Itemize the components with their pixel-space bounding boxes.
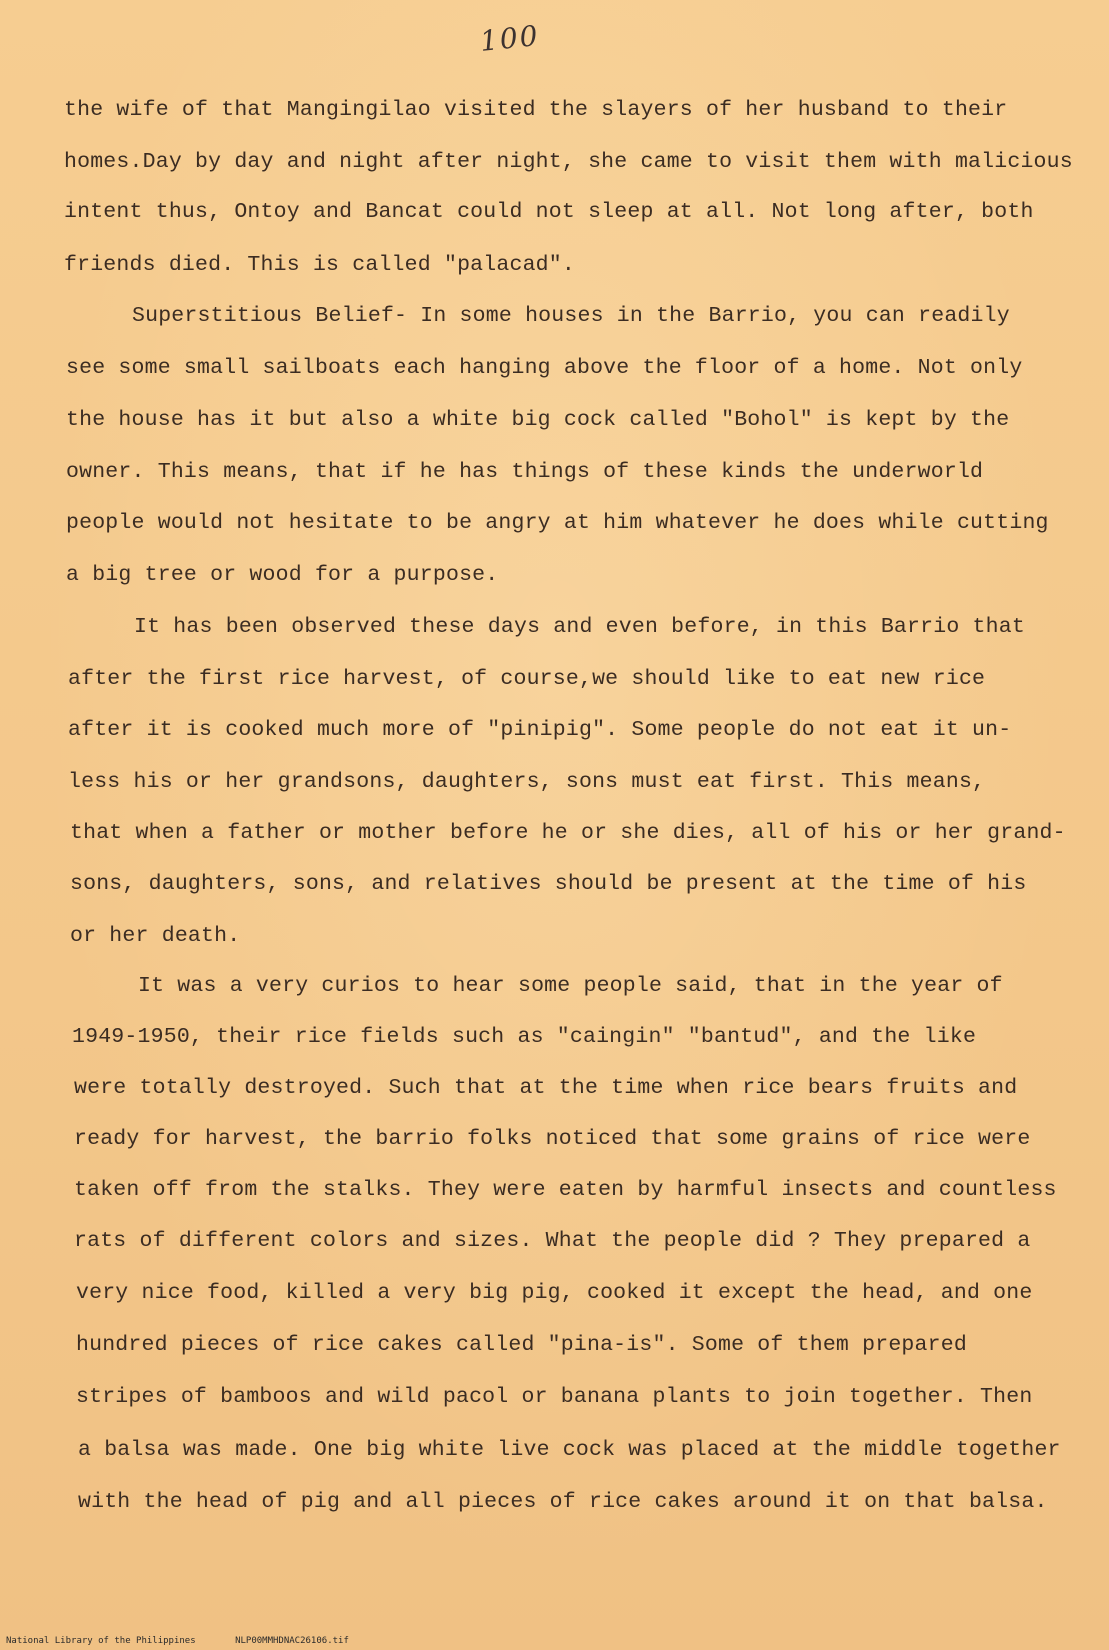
text-line: a big tree or wood for a purpose.: [66, 563, 499, 587]
text-line: hundred pieces of rice cakes called "pina-is". Some of them prepared: [76, 1333, 967, 1357]
text-line: owner. This means, that if he has things of these kinds the underworld: [66, 460, 984, 484]
text-line: It has been observed these days and even before, in this Barrio that: [134, 615, 1025, 639]
text-line: sons, daughters, sons, and relatives should be present at the time of his: [70, 872, 1027, 896]
text-line: very nice food, killed a very big pig, cooked it except the head, and one: [76, 1281, 1033, 1305]
scan-footer: [6, 1636, 383, 1646]
text-line: after it is cooked much more of "pinipig". Some people do not eat it un-: [68, 718, 1012, 742]
page-number: 100: [478, 18, 542, 59]
text-line: stripes of bamboos and wild pacol or banana plants to join together. Then: [76, 1385, 1033, 1409]
text-line: after the first rice harvest, of course,we should like to eat new rice: [68, 667, 986, 691]
text-line: less his or her grandsons, daughters, sons must eat first. This means,: [68, 770, 986, 794]
text-line: It was a very curios to hear some people said, that in the year of: [138, 974, 1003, 998]
text-line: 1949-1950, their rice fields such as "caingin" "bantud", and the like: [72, 1025, 977, 1049]
text-line: Superstitious Belief- In some houses in the Barrio, you can readily: [132, 304, 1010, 328]
text-line: taken off from the stalks. They were eaten by harmful insects and countless: [74, 1178, 1057, 1202]
footer-filename: NLP00MMHDNAC26106.tif: [235, 1636, 349, 1646]
text-line: rats of different colors and sizes. What the people did ? They prepared a: [74, 1229, 1031, 1253]
text-line: ready for harvest, the barrio folks noticed that some grains of rice were: [74, 1127, 1031, 1151]
text-line: a balsa was made. One big white live cock was placed at the middle together: [78, 1438, 1061, 1462]
text-line: the wife of that Mangingilao visited the slayers of her husband to their: [64, 98, 1008, 122]
text-line: that when a father or mother before he or she dies, all of his or her grand-: [70, 821, 1066, 845]
text-line: the house has it but also a white big cock called "Bohol" is kept by the: [66, 408, 1010, 432]
text-line: intent thus, Ontoy and Bancat could not sleep at all. Not long after, both: [64, 200, 1034, 224]
text-line: people would not hesitate to be angry at him whatever he does while cutting: [66, 511, 1049, 535]
text-line: were totally destroyed. Such that at the time when rice bears fruits and: [74, 1076, 1018, 1100]
text-line: friends died. This is called "palacad".: [64, 253, 575, 277]
text-line: or her death.: [70, 924, 241, 948]
text-line: see some small sailboats each hanging above the floor of a home. Not only: [66, 356, 1023, 380]
text-line: with the head of pig and all pieces of rice cakes around it on that balsa.: [78, 1490, 1048, 1514]
text-line: homes.Day by day and night after night, she came to visit them with malicious: [64, 150, 1073, 174]
footer-library: National Library of the Philippines: [6, 1636, 196, 1646]
